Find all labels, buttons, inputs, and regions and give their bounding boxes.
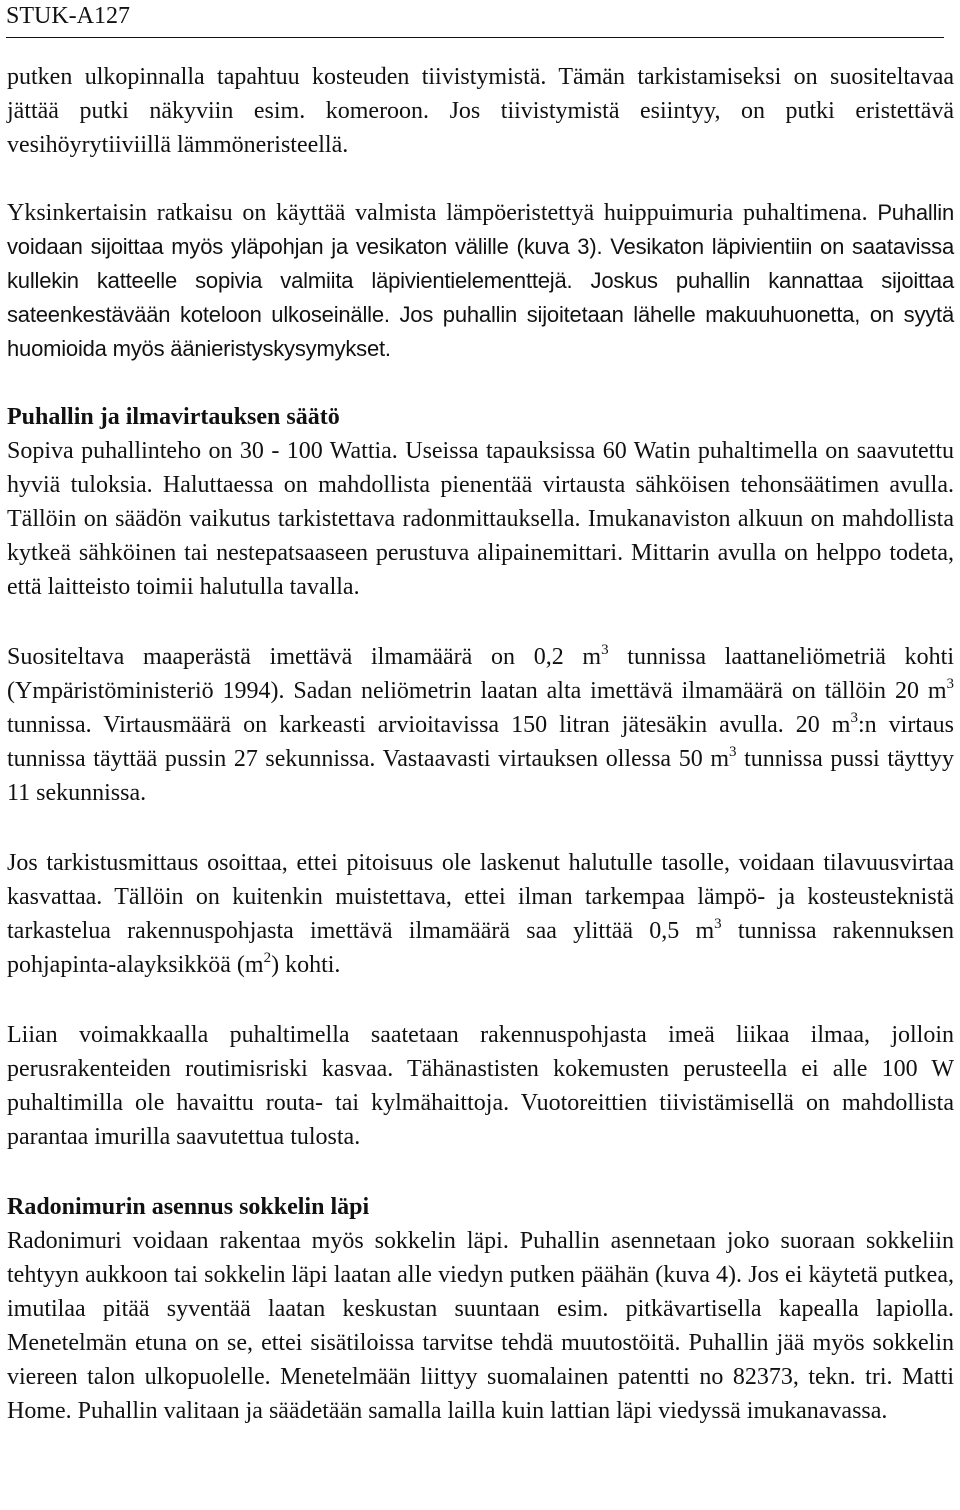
paragraph-plinth-install: Radonimuri voidaan rakentaa myös sokkelin läpi. Puhallin asennetaan joko suoraan sokkeliin tehtyyn aukkoon tai sokkelin läpi laatan alle viedyn putken päähän (kuva 4). Jos ei käytetä putkea, imutilaa pitää syventää laatan keskustan suuntaan esim. pitkävartisella kapealla lapiolla. Menetelmän etuna on se, ettei sisätiloissa tarvitse tehdä muutostöitä. Puhallin jää myös sokkelin viereen talon ulkopuolelle. Menetelmään liittyy suomalainen patentti no 82373, tekn. tri. Matti Home. Puhallin valitaan ja säädetään samalla lailla kuin lattian läpi viedyssä imukanavassa. xyxy=(7,1228,954,1424)
fan-placement-details: Puhallin voidaan sijoittaa myös yläpohjan ja vesikaton välille (kuva 3). Vesikaton läpivientiin on saatavissa kullekin katteelle sopivia valmiita läpivientielementtejä. Joskus puhallin kannattaa sijoittaa sateenkestävään koteloon ulkoseinälle. Jos puhallin sijoitetaan lähelle makuuhuonetta, on syytä huomioida myös äänieristyskysymykset. xyxy=(7,200,954,361)
paragraph-fan-control: Sopiva puhallinteho on 30 - 100 Wattia. Useissa tapauksissa 60 Watin puhaltimella on saavutettu hyviä tuloksia. Haluttaessa on mahdollista pienentää virtausta sähköisen tehonsäätimen avulla. Tällöin on säädön vaikutus tarkistettava radonmittauksella. Imukanaviston alkuun on mahdollista kytkeä sähköinen tai nestepatsaaseen perustuva alipainemittari. Mittarin avulla on helppo todeta, että laitteisto toimii halutulla tavalla. xyxy=(7,438,954,600)
spacer xyxy=(7,604,954,640)
paragraph-airflow xyxy=(7,640,954,810)
airflow-text: tunnissa pussi täyttyy 11 sekunnissa. xyxy=(7,746,954,806)
superscript: 2 xyxy=(263,950,272,966)
report-code: STUK-A127 xyxy=(6,3,130,29)
spacer xyxy=(7,982,954,1018)
volume-flow-text: tunnissa rakennuksen pohjapinta-alayksikköä (m xyxy=(7,918,954,978)
superscript: 3 xyxy=(601,642,609,658)
spacer xyxy=(7,810,954,846)
fan-placement-sentence: Yksinkertaisin ratkaisu on käyttää valmista lämpöeristettyä huippuimuria puhaltimena. xyxy=(7,200,868,226)
volume-flow-text: ) kohti. xyxy=(271,952,341,978)
superscript: 3 xyxy=(850,710,858,726)
spacer xyxy=(7,162,954,196)
superscript: 3 xyxy=(714,916,722,932)
superscript: 3 xyxy=(728,744,737,760)
airflow-text: :n virtaus tunnissa täyttää pussin 27 sekunnissa. Vastaavasti virtauksen ollessa 50 m xyxy=(7,712,954,772)
page-header xyxy=(6,2,944,38)
airflow-text: tunnissa. Virtausmäärä on karkeasti arvioitavissa 150 litran jätesäkin avulla. 20 m xyxy=(7,712,851,738)
paragraph-fan-placement xyxy=(7,196,954,366)
document-body xyxy=(7,60,954,1428)
paragraph-powerful-fan: Liian voimakkaalla puhaltimella saatetaan rakennuspohjasta imeä liikaa ilmaa, jolloin perusrakenteiden routimisriski kasvaa. Tähänastisten kokemusten perusteella ei alle 100 W puhaltimilla ole havaittu routa- tai kylmähaittoja. Vuotoreittien tiivistämisellä on mahdollista parantaa imurilla saavutettua tulosta. xyxy=(7,1022,954,1150)
paragraph-condensation: putken ulkopinnalla tapahtuu kosteuden tiivistymistä. Tämän tarkistamiseksi on suositeltavaa jättää putki näkyviin esim. komeroon. Jos tiivistymistä esiintyy, on putki eristettävä vesihöyrytiiviillä lämmöneristeellä. xyxy=(7,64,954,158)
volume-flow-text: Jos tarkistusmittaus osoittaa, ettei pitoisuus ole laskenut halutulle tasolle, voidaan tilavuusvirtaa kasvattaa. Tällöin on kuitenkin muistettava, ettei ilman tarkempaa lämpö- ja kosteusteknistä tarkastelua rakennuspohjasta imettävä ilmamäärä saa ylittää 0,5 m xyxy=(7,850,954,944)
superscript: 3 xyxy=(946,676,954,692)
paragraph-volume-flow xyxy=(7,846,954,982)
header-rule xyxy=(6,37,944,38)
spacer xyxy=(7,366,954,400)
section-heading-fan-control: Puhallin ja ilmavirtauksen säätö xyxy=(7,404,340,430)
airflow-text: tunnissa laattaneliömetriä kohti (Ympäristöministeriö 1994). Sadan neliömetrin laatan alta imettävä ilmamäärä on tällöin 20 m xyxy=(7,644,954,704)
airflow-text: Suositeltava maaperästä imettävä ilmamäärä on 0,2 m xyxy=(7,644,602,670)
spacer xyxy=(7,1154,954,1190)
section-heading-plinth-install: Radonimurin asennus sokkelin läpi xyxy=(7,1194,370,1220)
